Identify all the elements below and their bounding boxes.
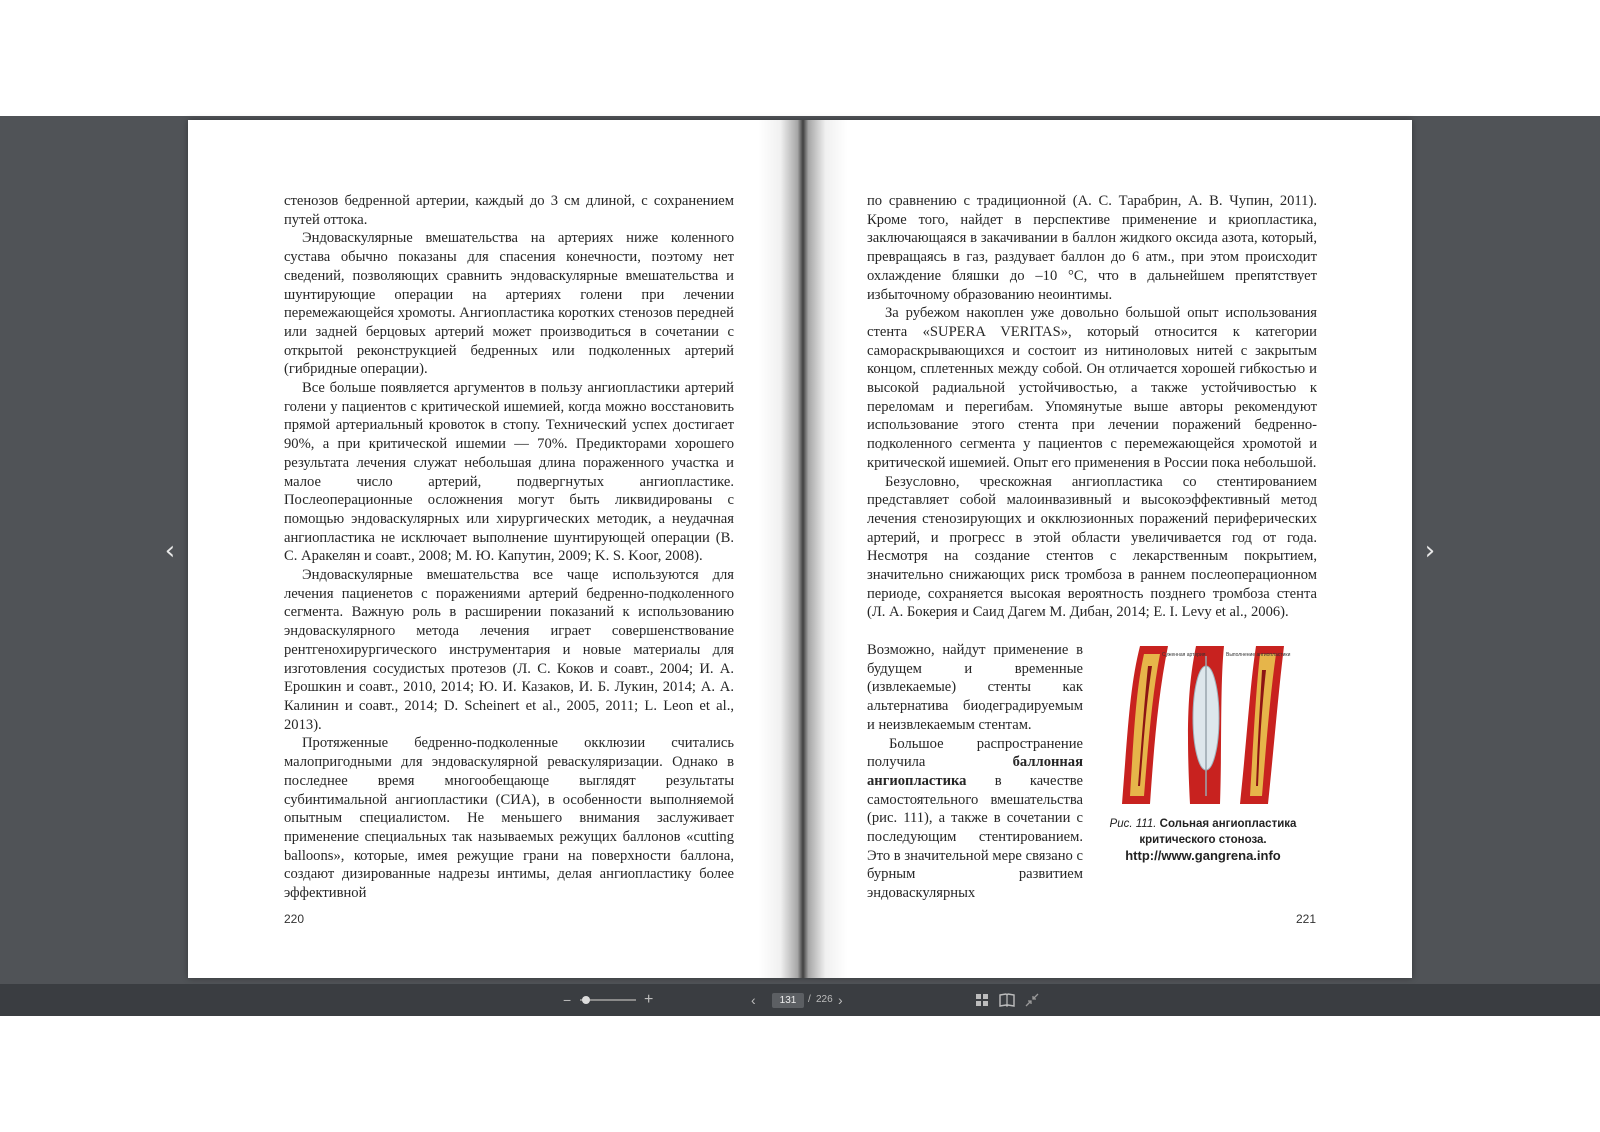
previous-page-arrow-icon[interactable]: ‹: [164, 536, 176, 566]
exit-fullscreen-icon[interactable]: [1025, 993, 1039, 1007]
zoom-out-button[interactable]: −: [563, 992, 572, 1008]
page-separator: /: [808, 994, 811, 1005]
toolbar-prev-page-button[interactable]: ‹: [751, 992, 756, 1008]
left-page-number: 220: [284, 912, 305, 926]
figure-caption-prefix: Рис. 111.: [1109, 818, 1157, 830]
figure-caption-url: http://www.gangrena.info: [1125, 848, 1281, 863]
left-paragraph: Эндоваскулярные вмешательства все чаще используются для лечения пациенетов с поражениями артерий бедренно-подколенного сегмента. Важную роль в расширении показаний к использованию эндоваскулярного метода лечения играет совершенствование рентгенохирургического инструментария и новые материалы для изготовления сосудистых протезов (Л. С. Коков и соавт., 2004; И. А. Ерошкин и соавт., 2010, 2014; Ю. И. Казаков, И. Б. Лукин, 2014; А. А. Калинин и соавт., 2014; D. Scheinert et al., 2005, 2011; L. Leon et al., 2013).: [284, 567, 734, 733]
next-page-arrow-icon[interactable]: ›: [1424, 536, 1436, 566]
left-paragraph: Эндоваскулярные вмешательства на артериях ниже коленного сустава обычно показаны для спасения конечности, поэтому нет сведений, позволяющих сравнить эндоваскулярные вмешательства и шунтирующие операции на артериях голени при лечении перемежающейся хромоты. Ангиопластика коротких стенозов передней или задней берцовых артерий может производиться в сочетании с открытой реконструкцией бедренных или подколенных артерий (гибридные операции).: [284, 230, 734, 378]
book-gutter-shadow: [758, 120, 848, 978]
current-page-input[interactable]: 131: [772, 993, 804, 1008]
left-paragraph: Все больше появляется аргументов в пользу ангиопластики артерий голени у пациентов с критической ишемией, когда можно восстановить прямой артериальный кровоток в стопу. Технический успех достигает 90%, а при критической ишемии — 70%. Предикторами хорошего результата лечения служат небольшая длина пораженного участка и малое число артерий, подвергнутых ангиопластике. Послеоперационные осложнения могут быть ликвидированы с помощью эндоваскулярных или хирургических методик, а неудачная ангиопластика не исключает выполнение шунтирующей операции (В. С. Аракелян и соавт., 2008; М. Ю. Капутин, 2009; K. S. Koor, 2008).: [284, 380, 734, 565]
right-paragraph: Безусловно, чрескожная ангиопластика со стентированием представляет собой малоинвазивный и высокоэффективный метод лечения стенозирующих и окклюзионных поражений периферических артерий, и прогресс в этой области увеличивается год от года. Несмотря на создание стентов с лекарственным покрытием, значительно снижающих риск тромбоза в раннем послеоперационном периоде, сохраняется высокая вероятность позднего тромбоза стента (Л. А. Бокерия и Саид Дагем М. Дибан, 2014; E. I. Levy et al., 2006).: [867, 473, 1317, 621]
wrap-paragraph: [867, 735, 1083, 903]
right-paragraph: За рубежом накоплен уже довольно большой опыт использования стента «SUPERA VERITAS», который относится к категории самораскрывающихся и состоит из нитиноловых нитей с закрытым концом, сплетенных между собой. Он отличается хорошей гибкостью и высокой радиальной устойчивостью, а также устойчивостью к переломам и перегибам. Упомянутые выше авторы рекомендуют использование этого стента при лечении поражений бедренно-подколенного сегмента у пациентов с перемежающейся хромотой и критической ишемией. Опыт его применения в России пока небольшой.: [867, 305, 1317, 471]
thumbnails-grid-icon[interactable]: [976, 994, 988, 1006]
angioplasty-figure: [1100, 646, 1305, 804]
right-paragraph: по сравнению с традиционной (А. С. Тарабрин, А. В. Чупин, 2011). Кроме того, найдет в перспективе применение и криопластика, заключающаяся в закачивании в баллон жидкого оксида азота, который, превращаясь в газ, раздувает баллон до 6 атм., при этом происходит охлаждение бляшки до –10 °С, что в дальнейшем препятствует избыточному образованию неоинтимы.: [867, 193, 1317, 303]
viewer-toolbar: [0, 984, 1600, 1016]
total-pages: 226: [816, 994, 833, 1005]
toolbar-next-page-button[interactable]: ›: [838, 992, 843, 1008]
document-viewer: [0, 116, 1600, 1016]
wrap-text-start: Большое распространение получила: [867, 735, 1083, 771]
left-paragraph: Протяженные бедренно-подколенные окклюзии считались малопригодными для эндоваскулярной реваскуляризации. Однако в последнее время многообещающе выглядят результаты субинтимальной ангиопластики (СИА), в особенности выполняемой опытным специалистом. Не меньшего внимания заслуживает применение специальных так называемых режущих баллонов «cutting balloons», которые, имея режущие грани на поверхности баллона, создают дизированные надрезы интимы, делая ангиопластику более эффективной: [284, 735, 734, 902]
wrap-text-bold: баллонная ангиопластика: [867, 754, 1083, 789]
figure-label-angioplasty: Выполнение ангиопластики: [1226, 652, 1291, 658]
right-page-text: [867, 192, 1317, 622]
left-paragraph: стенозов бедренной артерии, каждый до 3 см длиной, с сохранением путей оттока.: [284, 193, 734, 228]
zoom-in-button[interactable]: +: [644, 991, 654, 1008]
right-page-number: 221: [1296, 912, 1317, 926]
figure-label-narrowed: Суженная артерия: [1162, 652, 1206, 658]
left-page-text: [284, 192, 734, 903]
wrap-text-end: в качестве самостоятельного вмешательства (рис. 111), а также в сочетании с последующим стентированием. Это в значительной мере связано с бурным развитием эндоваскулярных: [867, 772, 1083, 902]
book-view-icon[interactable]: [999, 993, 1015, 1007]
wrap-paragraph: Возможно, найдут применение в будущем и временные (извлекаемые) стенты как альтернатива биодеградируемым и неизвлекаемым стентам.: [867, 642, 1083, 733]
figure-wrap-text: [867, 641, 1083, 903]
figure-caption-title: Сольная ангиопластика критического стоноза.: [1139, 818, 1297, 846]
book-spread: [188, 120, 1412, 978]
figure-caption: [1092, 816, 1314, 864]
zoom-slider-handle[interactable]: [582, 996, 590, 1004]
